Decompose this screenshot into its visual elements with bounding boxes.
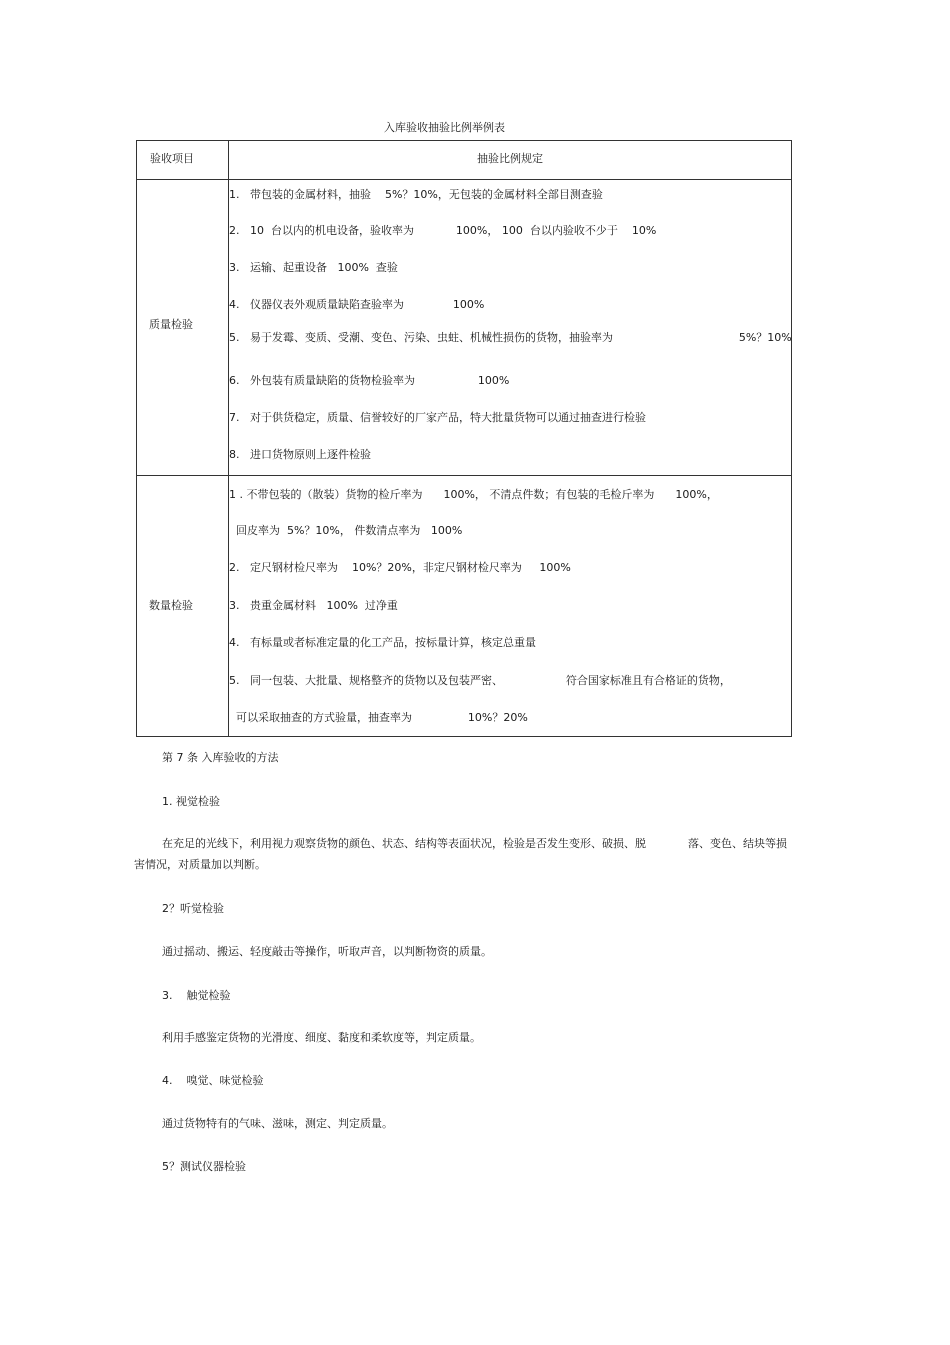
quality-label: 质量检验 xyxy=(149,318,193,331)
quality-item: 7. 对于供货稳定，质量、信誉较好的厂家产品，特大批量货物可以通过抽查进行检验 xyxy=(229,411,646,424)
quality-item: 3. 运输、起重设备 100% 查验 xyxy=(229,261,398,274)
quality-item: 1. 带包装的金属材料，抽验 5%？10%，无包装的金属材料全部目测查验 xyxy=(229,188,603,201)
row-divider xyxy=(137,475,791,476)
header-item: 验收项目 xyxy=(150,152,194,165)
section-heading: 5？测试仪器检验 xyxy=(162,1160,246,1173)
paragraph: 利用手感鉴定货物的光滑度、细度、黏度和柔软度等，判定质量。 xyxy=(162,1031,481,1044)
quantity-item: 可以采取抽查的方式验量，抽查率为 10%？20% xyxy=(229,711,528,724)
header-divider xyxy=(137,179,791,180)
paragraph: 通过摇动、搬运、轻度敲击等操作，听取声音，以判断物资的质量。 xyxy=(162,945,492,958)
header-rule: 抽验比例规定 xyxy=(477,152,543,165)
section-heading: 3. 触觉检验 xyxy=(162,989,231,1002)
section-heading: 2？听觉检验 xyxy=(162,902,224,915)
paragraph: 通过货物特有的气味、滋味，测定、判定质量。 xyxy=(162,1117,393,1130)
quality-item: 6. 外包装有质量缺陷的货物检验率为 100% xyxy=(229,374,510,387)
table-title: 入库验收抽验比例举例表 xyxy=(384,121,505,134)
paragraph: 害情况，对质量加以判断。 xyxy=(134,858,266,871)
article-heading: 第 7 条 入库验收的方法 xyxy=(162,751,279,764)
quality-item: 4. 仪器仪表外观质量缺陷查验率为 100% xyxy=(229,298,485,311)
quality-item: 2. 10 台以内的机电设备，验收率为 100%， 100 台以内验收不少于 10% xyxy=(229,224,657,237)
sampling-ratio-table xyxy=(136,140,792,737)
section-heading: 1. 视觉检验 xyxy=(162,795,220,808)
quantity-item: 回皮率为 5%？10%， 件数清点率为 100% xyxy=(229,524,463,537)
paragraph: 在充足的光线下，利用视力观察货物的颜色、状态、结构等表面状况，检验是否发生变形、破损、脱 落、变色、结块等损 xyxy=(162,837,787,850)
quantity-item: 4. 有标量或者标准定量的化工产品，按标量计算，核定总重量 xyxy=(229,636,536,649)
quantity-item: 1 . 不带包装的（散装）货物的检斤率为 100%， 不清点件数；有包装的毛检斤率为 100%， xyxy=(229,488,718,501)
quantity-item: 5. 同一包装、大批量、规格整齐的货物以及包装严密、 符合国家标准且有合格证的货物， xyxy=(229,674,731,687)
quantity-label: 数量检验 xyxy=(149,599,193,612)
quality-item: 5. 易于发霉、变质、受潮、变色、污染、虫蛀、机械性损伤的货物，抽验率为 5%？10% xyxy=(229,331,792,344)
quality-item: 8. 进口货物原则上逐件检验 xyxy=(229,448,371,461)
section-heading: 4. 嗅觉、味觉检验 xyxy=(162,1074,264,1087)
quantity-item: 2. 定尺钢材检尺率为 10%？20%，非定尺钢材检尺率为 100% xyxy=(229,561,571,574)
quantity-item: 3. 贵重金属材料 100% 过净重 xyxy=(229,599,398,612)
